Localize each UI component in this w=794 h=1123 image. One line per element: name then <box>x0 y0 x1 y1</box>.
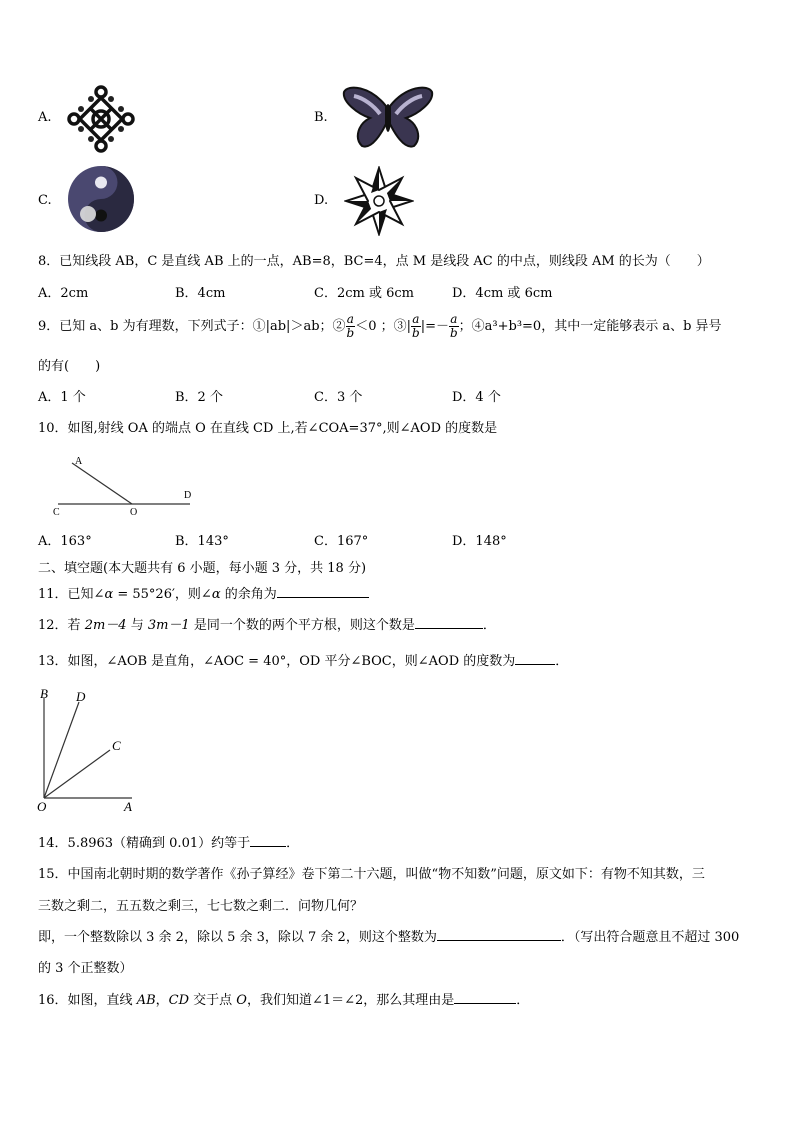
q11-suffix: 的余角为 <box>220 587 277 602</box>
label-o: O <box>130 507 138 518</box>
q12-end: ． <box>482 618 496 633</box>
yin-yang-icon <box>66 164 136 234</box>
q16-mid: 交于点 <box>189 993 237 1008</box>
answer-blank[interactable] <box>454 991 516 1004</box>
q13-end: ． <box>555 654 569 669</box>
question-11 <box>38 583 369 602</box>
q11-mid: = 55°26′，则∠ <box>113 587 212 602</box>
q11-alpha: α <box>104 587 114 602</box>
fraction-a-over-b <box>449 313 459 340</box>
option-b-label: B. <box>314 110 328 125</box>
butterfly-icon <box>340 84 436 152</box>
q12-suffix: 是同一个数的两个平方根，则这个数是 <box>189 618 415 633</box>
ray-oa <box>72 463 132 504</box>
q9-suffix: ；④a³+b³=0，其中一定能够表示 a、b 异号 <box>458 319 722 334</box>
chinese-knot-icon <box>66 84 136 154</box>
q9-f3-den: b <box>449 326 458 340</box>
label-b: B <box>40 686 48 701</box>
q10-figure <box>50 452 200 518</box>
question-8: 8．已知线段 AB，C 是直线 AB 上的一点，AB=8，BC=4，点 M 是线段 AC 的中点，则线段 AM 的长为（ ） <box>38 254 710 269</box>
label-d: D <box>76 689 86 704</box>
ray-od <box>44 702 79 798</box>
question-15-line4: 的 3 个正整数） <box>38 961 133 976</box>
q8-option-a: A．2cm <box>38 286 89 301</box>
q8-option-b: B．4cm <box>175 286 226 301</box>
q11-prefix: 11．已知∠ <box>38 587 105 602</box>
q10-option-a: A．163° <box>38 534 92 549</box>
q11-alpha2: α <box>211 587 221 602</box>
q12-expr1: 2m－4 <box>84 618 127 633</box>
q9-f1-num: a <box>346 312 354 326</box>
question-16 <box>38 989 529 1008</box>
question-15-line2: 三数之剩二，五五数之剩三，七七数之剩二．问物几何？ <box>38 899 364 914</box>
q16-end: ． <box>516 993 530 1008</box>
q8-option-d: D．4cm 或 6cm <box>452 286 553 301</box>
q13-figure <box>34 684 144 814</box>
q14-end: ． <box>286 836 300 851</box>
q12-prefix: 12．若 <box>38 618 85 633</box>
question-15-line3 <box>38 926 739 945</box>
option-a-label: A. <box>38 110 52 125</box>
q15-line3-prefix: 即，一个整数除以 3 余 2，除以 5 余 3，除以 7 余 2，则这个整数为 <box>38 930 437 945</box>
answer-blank[interactable] <box>277 585 369 598</box>
q10-option-c: C．167° <box>314 534 369 549</box>
question-9 <box>38 312 722 342</box>
q16-cd: CD <box>168 993 190 1008</box>
q10-option-b: B．143° <box>175 534 229 549</box>
label-a: A <box>124 799 132 814</box>
question-14 <box>38 832 299 851</box>
question-15-line1: 15．中国南北朝时期的数学著作《孙子算经》卷下第二十六题，叫做“物不知数”问题，原文如下：有物不知其数，三 <box>38 867 705 882</box>
q9-prefix: 9．已知 a、b 为有理数，下列式子：①|ab|＞ab；② <box>38 319 346 334</box>
q9-option-d: D．4 个 <box>452 390 501 405</box>
question-9-line2: 的有( ) <box>38 359 101 374</box>
answer-blank[interactable] <box>250 834 286 847</box>
q15-line3-suffix: ．（写出符合题意且不超过 300 <box>560 930 740 945</box>
question-12 <box>38 614 496 633</box>
q16-comma: ， <box>155 993 169 1008</box>
ray-oc <box>44 750 110 798</box>
q9-option-a: A．1 个 <box>38 390 86 405</box>
question-10: 10．如图,射线 OA 的端点 O 在直线 CD 上,若∠COA=37°,则∠AOD 的度数是 <box>38 421 498 436</box>
eight-point-star-icon <box>344 166 414 236</box>
q9-f1-den: b <box>346 326 355 340</box>
question-13 <box>38 650 568 669</box>
q9-f3-num: a <box>450 312 458 326</box>
q8-option-c: C．2cm 或 6cm <box>314 286 414 301</box>
q9-f2-num: a <box>412 312 420 326</box>
q9-mid1: ＜0 ；③| <box>355 319 411 334</box>
q12-expr2: 3m－1 <box>147 618 190 633</box>
option-c-label: C. <box>38 193 52 208</box>
q9-option-b: B．2 个 <box>175 390 223 405</box>
section-heading: 二、填空题(本大题共有 6 小题，每小题 3 分，共 18 分) <box>38 561 367 576</box>
q9-mid2: |=－ <box>420 319 449 334</box>
q16-ab: AB <box>136 993 156 1008</box>
label-o: O <box>37 799 47 814</box>
option-d-label: D. <box>314 193 329 208</box>
q9-f2-den: b <box>412 326 420 340</box>
answer-blank[interactable] <box>437 928 561 941</box>
q16-prefix: 16．如图，直线 <box>38 993 137 1008</box>
q10-option-d: D．148° <box>452 534 507 549</box>
label-d: D <box>184 490 192 501</box>
q14-text: 14．5.8963（精确到 0.01）约等于 <box>38 836 251 851</box>
answer-blank[interactable] <box>515 652 555 665</box>
answer-blank[interactable] <box>415 616 483 629</box>
label-a: A <box>75 456 83 467</box>
q16-suffix: ，我们知道∠1＝∠2，那么其理由是 <box>246 993 455 1008</box>
fraction-a-over-b <box>346 313 356 340</box>
label-c: C <box>112 738 121 753</box>
q9-option-c: C．3 个 <box>314 390 363 405</box>
q13-text: 13．如图，∠AOB 是直角，∠AOC = 40°，OD 平分∠BOC，则∠AOD 的度数为 <box>38 654 516 669</box>
fraction-a-over-b <box>411 313 421 340</box>
q12-mid: 与 <box>126 618 148 633</box>
q16-o: O <box>236 993 247 1008</box>
label-c: C <box>53 507 60 518</box>
